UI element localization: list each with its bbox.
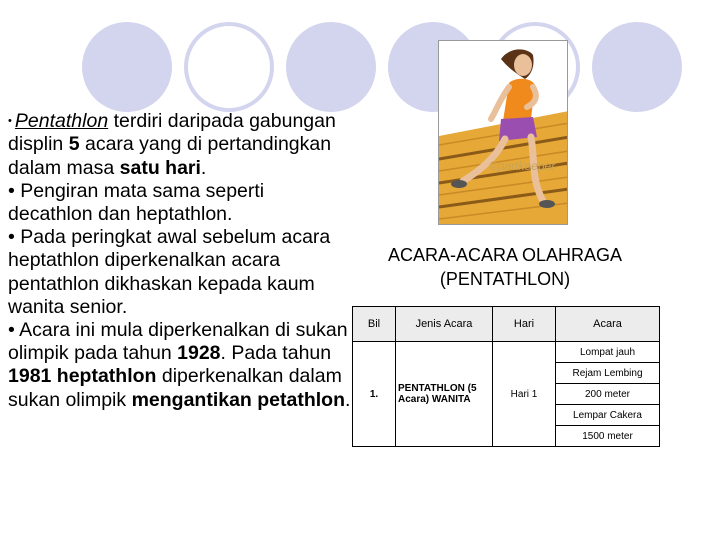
cell-acara: Lompat jauh <box>556 342 660 363</box>
cell-acara: 1500 meter <box>556 426 660 447</box>
bullet-3: • Pada peringkat awal sebelum acara heptathlon diperkenalkan acara pentathlon dikhaskan kepada kaum wanita senior. <box>8 226 331 318</box>
cell-hari: Hari 1 <box>493 342 556 447</box>
image-watermark: ©partkeeper <box>489 159 556 173</box>
decor-circle-6 <box>592 22 682 112</box>
runner-illustration <box>438 40 568 225</box>
bullet-1: • Pentathlon terdiri daripada gabungan displin 5 acara yang di pertandingkan dalam masa satu hari. <box>8 110 336 179</box>
section-title: ACARA-ACARA OLAHRAGA (PENTATHLON) <box>387 245 623 289</box>
col-header-acara: Acara <box>556 307 660 342</box>
col-header-bil: Bil <box>353 307 396 342</box>
events-table <box>352 306 660 447</box>
cell-acara: Lempar Cakera <box>556 405 660 426</box>
cell-jenis-acara: PENTATHLON (5 Acara) WANITA <box>396 342 493 447</box>
bullet-2: • Pengiran mata sama seperti decathlon dan heptathlon. <box>8 179 265 226</box>
decor-circle-1 <box>82 22 172 112</box>
cell-bil: 1. <box>353 342 396 447</box>
bullet-4: • Acara ini mula diperkenalkan di sukan olimpik pada tahun 1928. Pada tahun 1981 heptathlon diperkenalkan dalam sukan olimpik mengantikan petathlon. <box>8 319 351 411</box>
decor-circle-3 <box>286 22 376 112</box>
decor-circle-2 <box>184 22 274 112</box>
col-header-hari: Hari <box>493 307 556 342</box>
cell-acara: 200 meter <box>556 384 660 405</box>
table-row <box>353 342 660 363</box>
body-text <box>8 110 353 412</box>
cell-acara: Rejam Lembing <box>556 363 660 384</box>
table-header-row <box>353 307 660 342</box>
term-pentathlon: Pentathlon <box>14 110 109 132</box>
col-header-jenis: Jenis Acara <box>396 307 493 342</box>
runner-icon <box>439 41 568 225</box>
